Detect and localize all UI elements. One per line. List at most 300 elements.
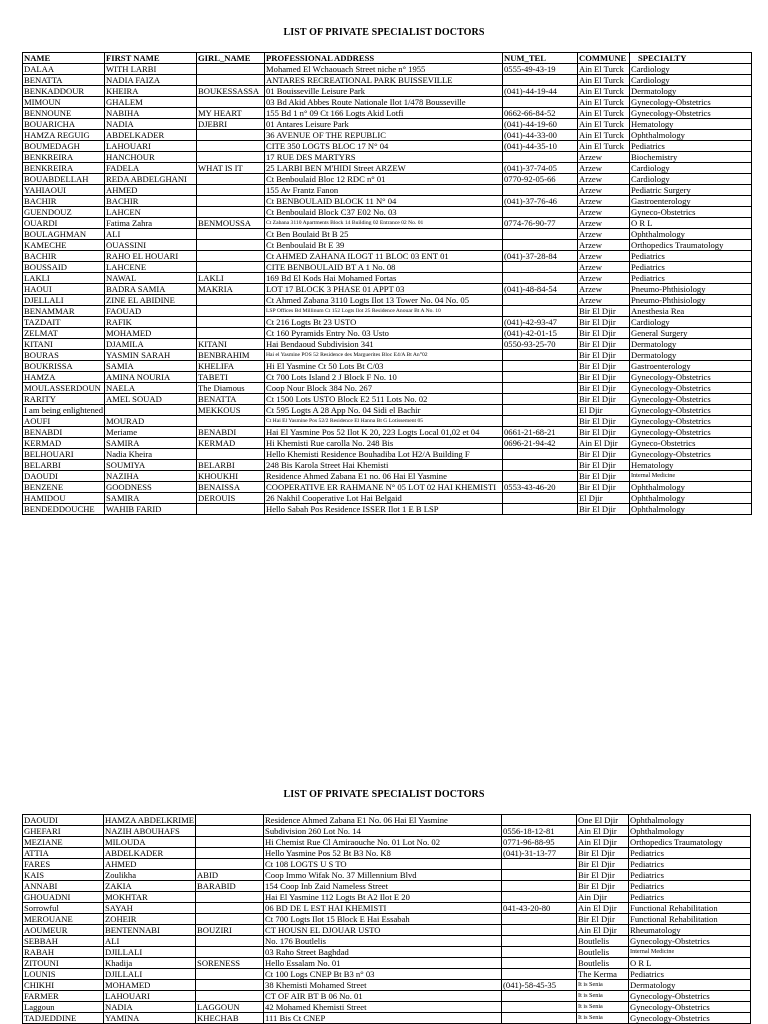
cell-first-name: SAMIRA [105, 438, 197, 449]
cell-phone: (041)-37-76-46 [503, 196, 578, 207]
cell-phone [502, 881, 577, 892]
cell-phone: (041)-48-84-54 [503, 284, 578, 295]
cell-first-name: NAZIHA [105, 471, 197, 482]
cell-phone [502, 1013, 577, 1024]
cell-first-name: GHALEM [105, 97, 197, 108]
cell-name: KITANI [23, 339, 105, 350]
cell-name: FARMER [23, 991, 104, 1002]
cell-address: Hai El Yasmine Pos 52 Ilot K 20, 223 Logts Local 01,02 et 04 [265, 427, 503, 438]
cell-specialty: Gynecology-Obstetrics [629, 936, 751, 947]
table-row [23, 848, 751, 859]
table-row [23, 1013, 751, 1024]
cell-commune: One El Djir [577, 815, 629, 826]
header-professional-address: PROFESSIONAL ADDRESS [265, 53, 503, 64]
cell-commune: Ain El Djir [578, 438, 630, 449]
cell-phone [503, 240, 578, 251]
table-row [23, 372, 752, 383]
cell-commune: Arzew [578, 262, 630, 273]
cell-girl-name [197, 196, 265, 207]
cell-specialty: Gynecology-Obstetrics [629, 1013, 751, 1024]
cell-first-name: Nadia Kheira [105, 449, 197, 460]
table-row [23, 218, 752, 229]
cell-girl-name [197, 207, 265, 218]
cell-phone [503, 416, 578, 427]
cell-first-name: NAZIH ABOUHAFS [104, 826, 196, 837]
cell-girl-name [196, 969, 264, 980]
cell-girl-name: KITANI [197, 339, 265, 350]
cell-phone: (041)-44-33-00 [503, 130, 578, 141]
cell-phone: 0771-96-88-95 [502, 837, 577, 848]
cell-girl-name [197, 240, 265, 251]
table-row [23, 86, 752, 97]
cell-phone: 041-43-20-80 [502, 903, 577, 914]
cell-address: Ct 216 Logts Bt 23 USTO [265, 317, 503, 328]
cell-commune: Bir El Djir [578, 449, 630, 460]
cell-girl-name [197, 130, 265, 141]
cell-commune: Arzew [578, 163, 630, 174]
cell-name: BENABDI [23, 427, 105, 438]
cell-girl-name [197, 174, 265, 185]
table-row [23, 460, 752, 471]
cell-girl-name [196, 892, 264, 903]
cell-girl-name [197, 97, 265, 108]
cell-phone: 0553-43-46-20 [503, 482, 578, 493]
cell-name: BENNOUNE [23, 108, 105, 119]
cell-commune: It is Senia [577, 1013, 629, 1024]
cell-specialty: Pediatrics [629, 859, 751, 870]
cell-commune: Bir El Djir [578, 416, 630, 427]
cell-phone [502, 936, 577, 947]
cell-specialty: Gastroenterology [630, 361, 752, 372]
cell-specialty: Orthopedics Traumatology [629, 837, 751, 848]
cell-phone: (041)-31-13-77 [502, 848, 577, 859]
cell-specialty: Ophthalmology [630, 504, 752, 515]
table-row [23, 394, 752, 405]
table-row [23, 980, 751, 991]
cell-commune: Ain El Turck [578, 130, 630, 141]
cell-commune: Bir El Djir [577, 848, 629, 859]
cell-address: 06 BD DE L EST HAI KHEMISTI [264, 903, 502, 914]
cell-name: MEROUANE [23, 914, 104, 925]
cell-specialty: O R L [630, 218, 752, 229]
cell-address: Hi Khemisti Rue carolla No. 248 Bis [265, 438, 503, 449]
table-row [23, 991, 751, 1002]
cell-commune: Bir El Djir [578, 394, 630, 405]
cell-commune: Ain El Turck [578, 64, 630, 75]
cell-specialty: Gynecology-Obstetrics [630, 372, 752, 383]
cell-first-name: Meriame [105, 427, 197, 438]
cell-address: No. 176 Boutlelis [264, 936, 502, 947]
cell-phone [503, 75, 578, 86]
cell-phone: (041)-42-93-47 [503, 317, 578, 328]
cell-name: SEBBAH [23, 936, 104, 947]
cell-specialty: Ophthalmology [630, 229, 752, 240]
cell-specialty: Pneumo-Phthisiology [630, 295, 752, 306]
cell-girl-name [197, 152, 265, 163]
cell-address: 25 LARBI BEN M'HIDI Street ARZEW [265, 163, 503, 174]
cell-girl-name [196, 826, 264, 837]
cell-first-name: Zoulikha [104, 870, 196, 881]
cell-name: GHOUADNI [23, 892, 104, 903]
cell-commune: Ain El Turck [578, 97, 630, 108]
cell-girl-name [196, 914, 264, 925]
cell-name: BACHIR [23, 251, 105, 262]
cell-name: BENKREIRA [23, 163, 105, 174]
cell-specialty: Gyneco-Obstetrics [630, 438, 752, 449]
table-row [23, 350, 752, 361]
cell-first-name: MILOUDA [104, 837, 196, 848]
cell-specialty: Gynecology-Obstetrics [630, 394, 752, 405]
cell-specialty: Hematology [630, 460, 752, 471]
cell-phone [503, 350, 578, 361]
cell-address: COOPERATIVE ER RAHMANE N° 05 LOT 02 HAI KHEMISTI [265, 482, 503, 493]
table-row [23, 870, 751, 881]
cell-phone [502, 991, 577, 1002]
cell-name: BENDEDDOUCHE [23, 504, 105, 515]
cell-phone [503, 185, 578, 196]
table-row [23, 936, 751, 947]
cell-specialty: Cardiology [630, 174, 752, 185]
cell-girl-name [196, 815, 264, 826]
cell-first-name: FAOUAD [105, 306, 197, 317]
cell-girl-name: The Diamous [197, 383, 265, 394]
cell-name: GUENDOUZ [23, 207, 105, 218]
cell-phone [503, 262, 578, 273]
cell-commune: Arzew [578, 240, 630, 251]
cell-address: 03 Bd Akid Abbes Route Nationale Ilot 1/478 Bousseville [265, 97, 503, 108]
table-row [23, 383, 752, 394]
table-row [23, 317, 752, 328]
cell-name: MIMOUN [23, 97, 105, 108]
cell-phone [503, 383, 578, 394]
header-specialty: SPECIALTY [630, 53, 752, 64]
cell-girl-name [196, 848, 264, 859]
cell-first-name: ZAKIA [104, 881, 196, 892]
cell-name: Sorrowful [23, 903, 104, 914]
cell-girl-name: LAGGOUN [196, 1002, 264, 1013]
cell-address: 38 Khemisti Mohamed Street [264, 980, 502, 991]
cell-specialty: Cardiology [630, 317, 752, 328]
cell-name: HAMZA [23, 372, 105, 383]
cell-girl-name: BENABDI [197, 427, 265, 438]
cell-name: ANNABI [23, 881, 104, 892]
cell-name: BOURAS [23, 350, 105, 361]
cell-address: 01 Bouisseville Leisure Park [265, 86, 503, 97]
table-row [23, 925, 751, 936]
cell-address: Ct 108 LOGTS U S TO [264, 859, 502, 870]
table-row [23, 339, 752, 350]
cell-commune: Arzew [578, 284, 630, 295]
cell-commune: Ain El Djir [577, 903, 629, 914]
cell-specialty: Orthopedics Traumatology [630, 240, 752, 251]
table-row [23, 969, 751, 980]
cell-first-name: ABDELKADER [104, 848, 196, 859]
cell-specialty: Biochemistry [630, 152, 752, 163]
cell-first-name: YASMIN SARAH [105, 350, 197, 361]
cell-commune: Arzew [578, 196, 630, 207]
cell-commune: Bir El Djir [578, 471, 630, 482]
cell-commune: Bir El Djir [577, 870, 629, 881]
cell-specialty: O R L [629, 958, 751, 969]
table-row [23, 504, 752, 515]
cell-phone: (041)-44-35-10 [503, 141, 578, 152]
cell-first-name: MOHAMED [105, 328, 197, 339]
cell-address: Hai El Yasmine 112 Logts Bt A2 Ilot E 20 [264, 892, 502, 903]
cell-address: CT OF AIR BT B 06 No. 01 [264, 991, 502, 1002]
table-row [23, 815, 751, 826]
table-row [23, 438, 752, 449]
cell-specialty: Functional Rehabilitation [629, 903, 751, 914]
cell-commune: Arzew [578, 229, 630, 240]
cell-address: CITE 350 LOGTS BLOC 17 N° 04 [265, 141, 503, 152]
cell-address: 248 Bis Karola Street Hai Khemisti [265, 460, 503, 471]
cell-address: Ct Hai El Yasmine Pos 52/2 Residence El Hanna Bt G Lotissement 05 [265, 416, 503, 427]
table-row [23, 405, 752, 416]
cell-name: HAMIDOU [23, 493, 105, 504]
table-row [23, 1002, 751, 1013]
table-row [23, 262, 752, 273]
cell-specialty: Gastroenterology [630, 196, 752, 207]
cell-first-name: NADIA [104, 1002, 196, 1013]
cell-girl-name [197, 185, 265, 196]
cell-name: MEZIANE [23, 837, 104, 848]
cell-address: Hello Essalam No. 01 [264, 958, 502, 969]
cell-phone [503, 207, 578, 218]
cell-name: MOULASSERDOUN [23, 383, 105, 394]
cell-first-name: NADIA FAIZA [105, 75, 197, 86]
cell-specialty: Gynecology-Obstetrics [629, 991, 751, 1002]
cell-address: CT HOUSN EL DJOUAR USTO [264, 925, 502, 936]
cell-girl-name: BOUZIRI [196, 925, 264, 936]
cell-commune: Bir El Djir [578, 350, 630, 361]
cell-specialty: Functional Rehabilitation [629, 914, 751, 925]
cell-girl-name [197, 64, 265, 75]
cell-specialty: Rheumatology [629, 925, 751, 936]
cell-name: KAIS [23, 870, 104, 881]
cell-name: GHEFARI [23, 826, 104, 837]
cell-phone [503, 449, 578, 460]
cell-specialty: Gynecology-Obstetrics [629, 1002, 751, 1013]
table-row [23, 240, 752, 251]
cell-phone: 0550-93-25-70 [503, 339, 578, 350]
cell-first-name: ABDELKADER [105, 130, 197, 141]
cell-commune: Arzew [578, 218, 630, 229]
cell-specialty: Gyneco-Obstetrics [630, 207, 752, 218]
cell-phone: (041)-37-74-05 [503, 163, 578, 174]
table-row [23, 837, 751, 848]
cell-commune: Ain Djir [577, 892, 629, 903]
cell-specialty: Ophthalmology [630, 130, 752, 141]
cell-phone [502, 1002, 577, 1013]
cell-address: Hello Sabah Pos Residence ISSER Ilot 1 E B LSP [265, 504, 503, 515]
cell-phone: 0662-66-84-52 [503, 108, 578, 119]
cell-first-name [105, 405, 197, 416]
cell-phone [503, 504, 578, 515]
cell-first-name: DJILLALI [104, 969, 196, 980]
cell-address: 42 Mohamed Khemisti Street [264, 1002, 502, 1013]
table-row [23, 306, 752, 317]
cell-first-name: NABIHA [105, 108, 197, 119]
cell-address: Hello Yasmine Pos 52 Bt B3 No. K8 [264, 848, 502, 859]
table-header-row [23, 53, 752, 64]
cell-first-name: ZINE EL ABIDINE [105, 295, 197, 306]
cell-name: BENKREIRA [23, 152, 105, 163]
cell-girl-name: SORENESS [196, 958, 264, 969]
cell-phone [502, 969, 577, 980]
cell-commune: Ain El Djir [577, 837, 629, 848]
table-row [23, 295, 752, 306]
cell-name: BOUKRISSA [23, 361, 105, 372]
cell-commune: Arzew [578, 207, 630, 218]
table-row [23, 163, 752, 174]
cell-commune: Arzew [578, 185, 630, 196]
cell-address: CITE BENBOULAID BT A 1 No. 08 [265, 262, 503, 273]
cell-address: Ct 160 Pyramids Entry No. 03 Usto [265, 328, 503, 339]
cell-first-name: HAMZA ABDELKRIME [105, 815, 195, 825]
cell-name: BENAMMAR [23, 306, 105, 317]
cell-phone: 0661-21-68-21 [503, 427, 578, 438]
cell-first-name: SAMIRA [105, 493, 197, 504]
table-row [23, 859, 751, 870]
cell-name: LOUNIS [23, 969, 104, 980]
header-first-name: FIRST NAME [105, 53, 197, 64]
table-row [23, 185, 752, 196]
cell-commune: Bir El Djir [578, 427, 630, 438]
cell-address: Ct 1500 Lots USTO Block E2 511 Lots No. 02 [265, 394, 503, 405]
table-row [23, 903, 751, 914]
cell-name: BOUSSAID [23, 262, 105, 273]
table-row [23, 97, 752, 108]
cell-girl-name: BELARBI [197, 460, 265, 471]
cell-name: BACHIR [23, 196, 105, 207]
cell-specialty: Gynecology-Obstetrics [630, 416, 752, 427]
cell-name: CHIKHI [23, 980, 104, 991]
cell-specialty: Ophthalmology [630, 493, 752, 504]
cell-specialty: Gynecology-Obstetrics [630, 427, 752, 438]
cell-girl-name [197, 317, 265, 328]
cell-specialty: Internal Medicine [629, 947, 751, 958]
cell-phone [503, 460, 578, 471]
cell-address: 155 Av Frantz Fanon [265, 185, 503, 196]
cell-specialty: Gynecology-Obstetrics [630, 383, 752, 394]
cell-specialty: Cardiology [630, 163, 752, 174]
table-row [23, 471, 752, 482]
cell-girl-name: ABID [196, 870, 264, 881]
cell-name: BENATTA [23, 75, 105, 86]
cell-specialty: Pediatrics [630, 251, 752, 262]
cell-name: BOUABDELLAH [23, 174, 105, 185]
cell-commune: Bir El Djir [577, 859, 629, 870]
cell-address: Ct Benboulaid Bloc 12 RDC n° 01 [265, 174, 503, 185]
cell-specialty: Pediatrics [629, 870, 751, 881]
cell-commune: Bir El Djir [578, 482, 630, 493]
cell-girl-name: KHOUKHI [197, 471, 265, 482]
cell-girl-name: KHELIFA [197, 361, 265, 372]
cell-commune: Ain El Turck [578, 108, 630, 119]
cell-first-name: AMEL SOUAD [105, 394, 197, 405]
cell-phone [503, 493, 578, 504]
cell-first-name: ALI [105, 229, 197, 240]
cell-first-name: BENTENNABI [104, 925, 196, 936]
cell-specialty: Pediatrics [630, 141, 752, 152]
cell-specialty: Ophthalmology [629, 815, 751, 826]
cell-commune: Arzew [578, 295, 630, 306]
cell-phone: 0696-21-94-42 [503, 438, 578, 449]
cell-name: DAOUDI [23, 815, 104, 826]
cell-girl-name [197, 262, 265, 273]
cell-address: 26 Nakhil Cooperative Lot Hai Belgaid [265, 493, 503, 504]
cell-first-name: HANCHOUR [105, 152, 197, 163]
cell-phone [502, 892, 577, 903]
cell-address: 03 Raho Street Baghdad [264, 947, 502, 958]
cell-name: TAZDAIT [23, 317, 105, 328]
cell-girl-name: BENATTA [197, 394, 265, 405]
table-row [23, 174, 752, 185]
cell-name: ZELMAT [23, 328, 105, 339]
cell-commune: Bir El Djir [577, 881, 629, 892]
cell-commune: Ain El Turck [578, 86, 630, 97]
cell-address: Ct 700 Logts Ilot 15 Block E Hai Essabah [264, 914, 502, 925]
cell-first-name: FADELA [105, 163, 197, 174]
cell-phone [502, 947, 577, 958]
cell-first-name: MOURAD [105, 416, 197, 427]
table-row [23, 152, 752, 163]
cell-name: HAOUI [23, 284, 105, 295]
cell-commune: Bir El Djir [578, 460, 630, 471]
cell-name: OUARDI [23, 218, 105, 229]
cell-phone [502, 870, 577, 881]
table-row [23, 449, 752, 460]
cell-specialty: Dermatology [630, 86, 752, 97]
cell-phone [502, 859, 577, 870]
table-row [23, 947, 751, 958]
cell-girl-name [197, 449, 265, 460]
cell-address: Subdivision 260 Lot No. 14 [264, 826, 502, 837]
cell-name: Laggoun [23, 1002, 104, 1013]
cell-specialty: Pediatrics [629, 881, 751, 892]
cell-phone [503, 306, 578, 317]
cell-commune: Bir El Djir [578, 306, 630, 317]
cell-girl-name [196, 903, 264, 914]
table-row [23, 427, 752, 438]
cell-address: Hai el Yasmine POS 52 Residence des Marguerites Bloc E4/A Bt An°02 [265, 350, 503, 361]
table-row [23, 75, 752, 86]
table-row [23, 826, 751, 837]
table-row [23, 493, 752, 504]
table-row [23, 64, 752, 75]
cell-first-name: SOUMIYA [105, 460, 197, 471]
cell-name: DJELLALI [23, 295, 105, 306]
cell-commune: Bir El Djir [578, 317, 630, 328]
cell-commune: Bir El Djir [578, 328, 630, 339]
cell-commune: Boutlelis [577, 947, 629, 958]
cell-address: 169 Bd El Kods Hai Mohamed Fortas [265, 273, 503, 284]
cell-phone [502, 815, 577, 826]
cell-first-name: RAHO EL HOUARI [105, 251, 197, 262]
cell-first-name: SAYAH [104, 903, 196, 914]
cell-phone [503, 405, 578, 416]
cell-first-name: AHMED [104, 859, 196, 870]
cell-phone [503, 471, 578, 482]
cell-specialty: Gynecology-Obstetrics [630, 108, 752, 119]
doctors-table-page-2 [22, 814, 751, 1024]
cell-name: BELHOUARI [23, 449, 105, 460]
cell-address: 155 Bd 1 n° 09 Ct 166 Logts Akid Lotfi [265, 108, 503, 119]
cell-name: RABAH [23, 947, 104, 958]
cell-first-name: WITH LARBI [105, 64, 197, 75]
header-name: NAME [23, 53, 105, 64]
cell-name: YAHIAOUI [23, 185, 105, 196]
